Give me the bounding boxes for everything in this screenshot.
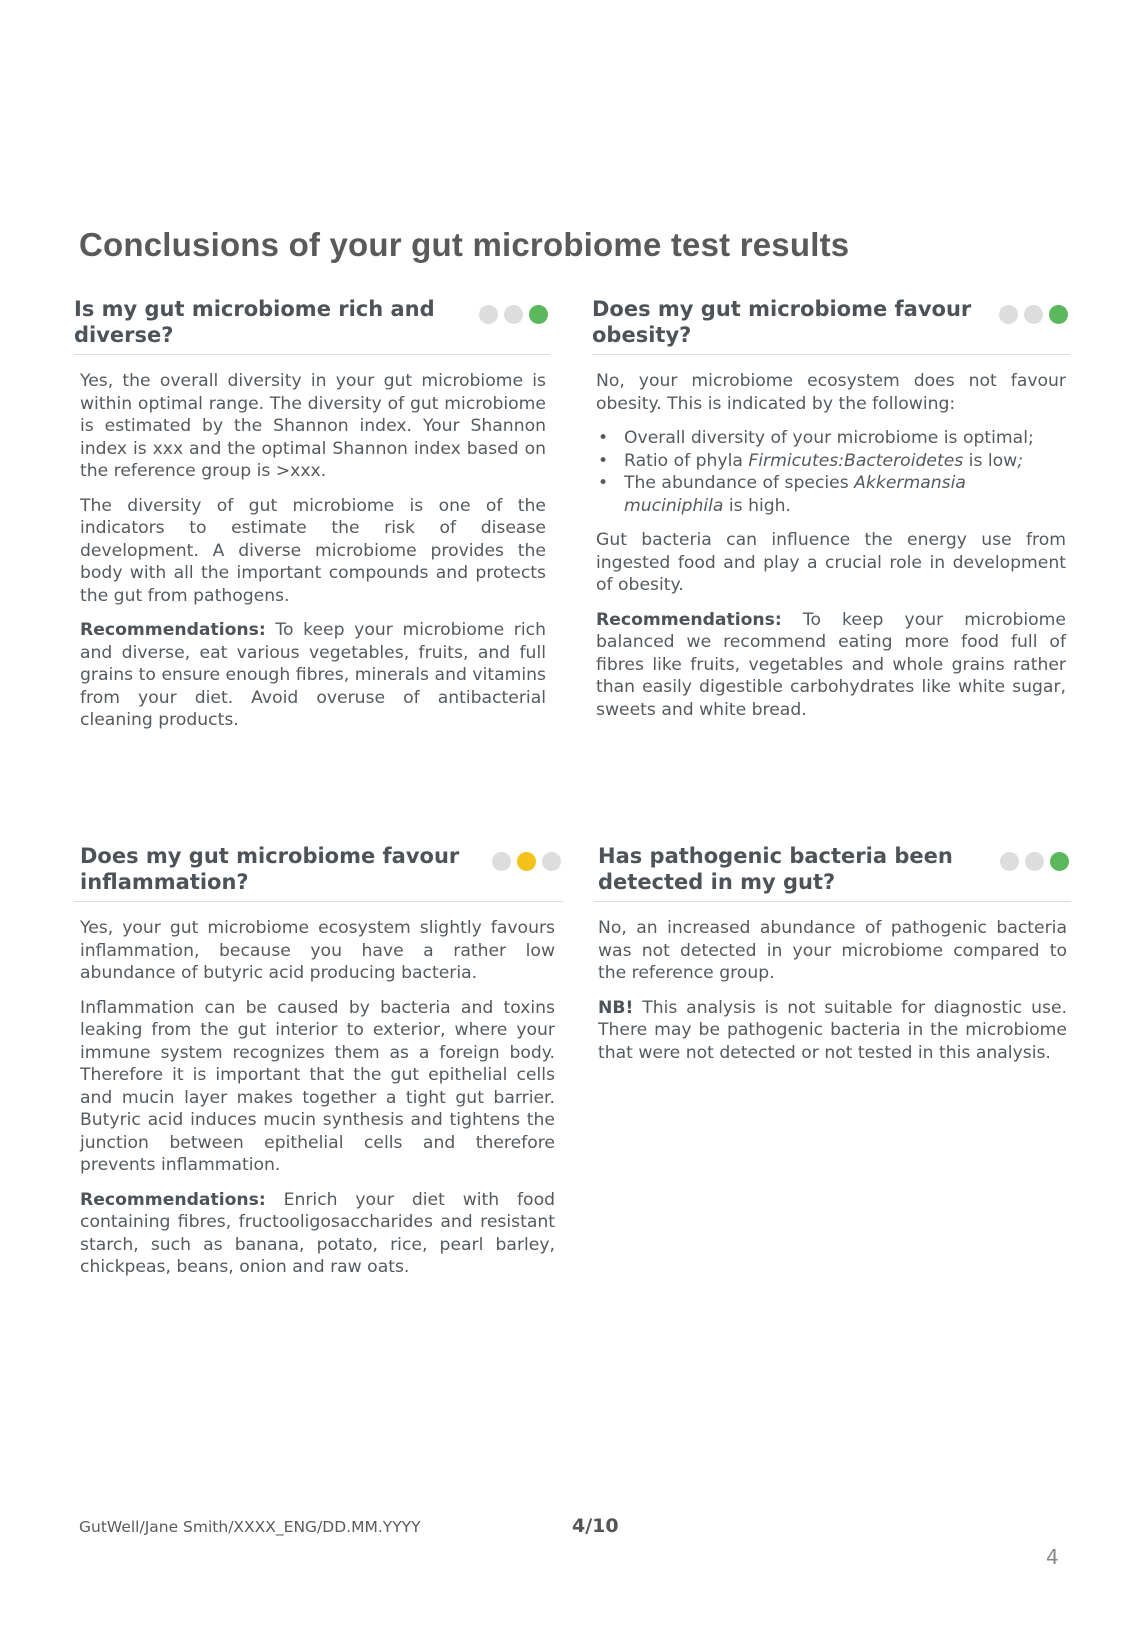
list-item: • Ratio of phyla Firmicutes:Bacteroidetes is low; (596, 450, 1066, 473)
indicator-dot-3-active (1050, 852, 1069, 871)
indicator-dot-3-active (1049, 305, 1068, 324)
recommendations (596, 609, 1066, 722)
indicator-dot-1 (1000, 852, 1019, 871)
footer-reference: GutWell/Jane Smith/XXXX_ENG/DD.MM.YYYY (79, 1518, 421, 1536)
footer-page-of: 4/10 (572, 1515, 619, 1537)
card-title: Does my gut microbiome favour obesity? (592, 297, 972, 347)
card-header (594, 843, 1071, 902)
paragraph: The diversity of gut microbiome is one of the indicators to estimate the risk of disease development. A diverse microbiome provides the body with all the important compounds and protects the gut from pathogens. (80, 495, 546, 606)
paragraph: No, an increased abundance of pathogenic bacteria was not detected in your microbiome compared to the reference group. (598, 918, 1067, 983)
card-header (592, 296, 1070, 355)
recommendations (80, 619, 546, 732)
status-indicator (1000, 852, 1069, 871)
card-title: Does my gut microbiome favour inflammation? (80, 844, 460, 894)
indicator-dot-2 (504, 305, 523, 324)
paragraph: Yes, the overall diversity in your gut microbiome is within optimal range. The diversity of gut microbiome is estimated by the Shannon index. Your Shannon index is xxx and the optimal Shannon index based on the reference group is >xxx. (80, 371, 546, 481)
nb-text: This analysis is not suitable for diagnostic use. There may be pathogenic bacteria in the microbiome that were not detected or not tested in this analysis. (598, 997, 1067, 1063)
recommendations-text: To keep your microbiome balanced we recommend eating more food full of fibres like fruits, vegetables and whole grains rather than easily digestible carbohydrates like white sugar, sweets and white bread. (596, 609, 1066, 720)
indicator-dot-2 (1024, 305, 1043, 324)
indicator-dot-3 (542, 852, 561, 871)
card-obesity (592, 296, 1070, 733)
indicator-dot-1 (479, 305, 498, 324)
recommendations-label: Recommendations: (80, 620, 266, 640)
nb-note (598, 997, 1067, 1065)
paragraph: No, your microbiome ecosystem does not favour obesity. This is indicated by the following: (596, 371, 1066, 414)
list-item: • Overall diversity of your microbiome is optimal; (596, 427, 1066, 450)
status-indicator (492, 852, 561, 871)
card-body (74, 902, 563, 1279)
card-body (592, 355, 1070, 721)
list-item: • The abundance of species Akkermansia muciniphila is high. (596, 472, 1066, 517)
status-indicator (479, 305, 548, 324)
paragraph: Gut bacteria can influence the energy use from ingested food and play a crucial role in development of obesity. (596, 530, 1066, 595)
indicator-dot-3-active (529, 305, 548, 324)
card-header (74, 843, 563, 902)
page-number: 4 (1046, 1545, 1059, 1569)
recommendations-label: Recommendations: (80, 1189, 266, 1210)
card-header (74, 296, 550, 355)
card-body (74, 355, 550, 732)
recommendations-label: Recommendations: (596, 609, 782, 630)
recommendations-text: To keep your microbiome rich and diverse, eat various vegetables, fruits, and full grains to ensure enough fibres, minerals and vitamins from your diet. Avoid overuse of antibacterial cleaning products. (80, 620, 546, 730)
nb-label: NB! (598, 997, 634, 1018)
recommendations (80, 1189, 555, 1279)
indicator-dot-2-active (517, 852, 536, 871)
card-diversity (74, 296, 550, 744)
page-title: Conclusions of your gut microbiome test results (79, 226, 850, 263)
indicator-dot-2 (1025, 852, 1044, 871)
bullet-list (596, 427, 1066, 517)
card-pathogens (594, 843, 1071, 1076)
card-body (594, 902, 1071, 1064)
card-inflammation (74, 843, 563, 1291)
card-title: Is my gut microbiome rich and diverse? (74, 297, 435, 347)
status-indicator (999, 305, 1068, 324)
indicator-dot-1 (492, 852, 511, 871)
recommendations-text: Enrich your diet with food containing fibres, fructooligosaccharides and resistant starch, such as banana, potato, rice, pearl barley, chickpeas, beans, onion and raw oats. (80, 1189, 555, 1277)
card-title: Has pathogenic bacteria been detected in my gut? (598, 844, 953, 894)
paragraph: Inflammation can be caused by bacteria and toxins leaking from the gut interior to exterior, where your immune system recognizes them as a foreign body. Therefore it is important that the gut epithelial cells and mucin layer makes together a tight gut barrier. Butyric acid induces mucin synthesis and tightens the junction between epithelial cells and therefore prevents inflammation. (80, 997, 555, 1175)
paragraph: Yes, your gut microbiome ecosystem slightly favours inflammation, because you have a rather low abundance of butyric acid producing bacteria. (80, 918, 555, 983)
indicator-dot-1 (999, 305, 1018, 324)
